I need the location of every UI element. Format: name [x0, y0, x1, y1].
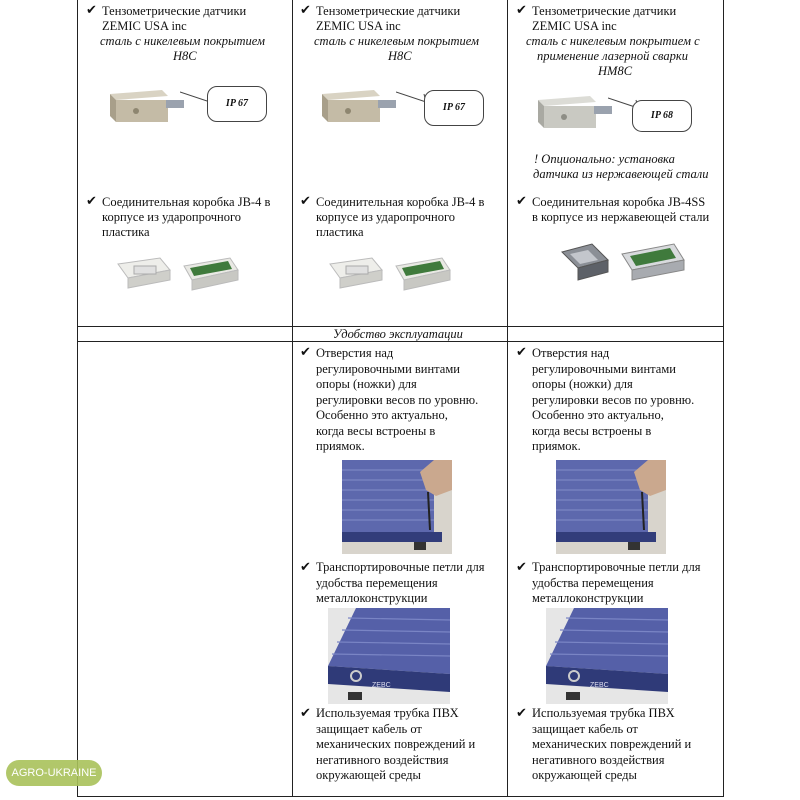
option-note: датчика из нержавеющей стали	[533, 167, 709, 181]
transport-loops-text	[316, 560, 484, 607]
scale-transport-loop-photo	[328, 608, 450, 704]
section-header: Удобство эксплуатации	[333, 327, 463, 341]
check-icon: ✔	[516, 560, 527, 575]
check-icon: ✔	[86, 3, 97, 18]
text-line: регулировочными винтами	[316, 361, 460, 376]
junction-box-text: пластика	[316, 225, 364, 239]
scale-leveling-photo	[342, 460, 452, 554]
text-line: металлоконструкции	[316, 591, 428, 605]
text-line: Используемая трубка ПВХ	[532, 706, 675, 720]
text-line: окружающей среды	[532, 768, 637, 782]
text-line: когда весы встроены в	[316, 423, 436, 438]
scale-leveling-photo	[556, 460, 666, 554]
text-line: Транспортировочные петли для	[532, 560, 701, 574]
table-divider-2	[507, 0, 508, 796]
table-border-left	[77, 0, 78, 796]
adjustment-holes-text	[316, 346, 478, 455]
table-divider-1	[292, 0, 293, 796]
junction-box-text: в корпусе из нержавеющей стали	[532, 210, 710, 224]
text-line: негативного воздействия	[316, 752, 449, 767]
check-icon: ✔	[516, 706, 527, 721]
text-line: опоры (ножки) для	[316, 377, 417, 391]
text-line: приямок.	[532, 439, 581, 453]
junction-box-text: корпусе из ударопрочного	[102, 210, 242, 224]
text-line: механических повреждений и	[532, 737, 692, 751]
text-line: Особенно это актуально,	[316, 408, 448, 422]
junction-box-text: Соединительная коробка JB-4 в	[316, 195, 485, 209]
sensor-title: Тензометрические датчики	[316, 4, 461, 18]
plate-brand-label: ZEBC	[372, 682, 391, 689]
load-cell-image	[106, 86, 188, 130]
junction-box-text: Соединительная коробка JB-4SS	[532, 195, 706, 209]
sensor-title: Тензометрические датчики	[102, 4, 247, 18]
check-icon: ✔	[300, 706, 311, 721]
check-icon: ✔	[516, 3, 527, 18]
text-line: когда весы встроены в	[532, 423, 652, 438]
sensor-title-brand: ZEMIC USA inc	[102, 19, 187, 33]
text-line: удобства перемещения	[316, 575, 438, 590]
load-cell-image	[318, 86, 400, 130]
junction-box-image	[558, 238, 690, 286]
scale-transport-loop-photo	[546, 608, 668, 704]
transport-loops-text	[532, 560, 700, 607]
text-line: механических повреждений и	[316, 737, 476, 751]
text-line: защищает кабель от	[532, 721, 638, 736]
text-line: удобства перемещения	[532, 575, 654, 590]
pvc-tube-text	[532, 706, 691, 784]
sensor-subtitle: сталь с никелевым покрытием	[314, 34, 479, 48]
sensor-model: HM8C	[598, 64, 633, 78]
junction-box-image	[112, 252, 244, 292]
plate-brand-label: ZEBC	[590, 682, 609, 689]
sensor-title-brand: ZEMIC USA inc	[316, 19, 401, 33]
watermark-logo: AGRO-UKRAINE	[6, 760, 102, 786]
check-icon: ✔	[300, 560, 311, 575]
junction-box-image	[324, 252, 456, 292]
ip-rating-badge: IP 68	[632, 100, 692, 132]
check-icon: ✔	[516, 194, 527, 209]
check-icon: ✔	[516, 345, 527, 360]
sensor-title-brand: ZEMIC USA inc	[532, 19, 617, 33]
pvc-tube-text	[316, 706, 475, 784]
table-border-right	[723, 0, 724, 796]
adjustment-holes-text	[532, 346, 694, 455]
text-line: Отверстия над	[532, 346, 610, 360]
text-line: регулировочными винтами	[532, 361, 676, 376]
text-line: защищает кабель от	[316, 721, 422, 736]
text-line: Особенно это актуально,	[532, 408, 664, 422]
text-line: металлоконструкции	[532, 591, 644, 605]
text-line: опоры (ножки) для	[532, 377, 633, 391]
check-icon: ✔	[300, 194, 311, 209]
text-line: окружающей среды	[316, 768, 421, 782]
junction-box-text: пластика	[102, 225, 150, 239]
sensor-subtitle: сталь с никелевым покрытием	[100, 34, 265, 48]
sensor-subtitle: сталь с никелевым покрытием с	[526, 34, 700, 48]
ip-rating-badge: IP 67	[424, 90, 484, 126]
table-border-bottom	[77, 796, 724, 797]
text-line: негативного воздействия	[532, 752, 665, 767]
load-cell-image	[534, 92, 616, 136]
sensor-model: H8C	[388, 49, 412, 63]
option-note: ! Опционально: установка	[534, 152, 675, 166]
text-line: Транспортировочные петли для	[316, 560, 485, 574]
junction-box-text: Соединительная коробка JB-4 в	[102, 195, 271, 209]
junction-box-text: корпусе из ударопрочного	[316, 210, 456, 224]
text-line: регулировки весов по уровню.	[316, 392, 479, 407]
ip-rating-badge: IP 67	[207, 86, 267, 122]
text-line: Отверстия над	[316, 346, 394, 360]
check-icon: ✔	[300, 3, 311, 18]
text-line: Используемая трубка ПВХ	[316, 706, 459, 720]
check-icon: ✔	[86, 194, 97, 209]
text-line: регулировки весов по уровню.	[532, 392, 695, 407]
check-icon: ✔	[300, 345, 311, 360]
sensor-title: Тензометрические датчики	[532, 4, 677, 18]
sensor-subtitle: применение лазерной сварки	[537, 49, 688, 63]
sensor-model: H8C	[173, 49, 197, 63]
text-line: приямок.	[316, 439, 365, 453]
